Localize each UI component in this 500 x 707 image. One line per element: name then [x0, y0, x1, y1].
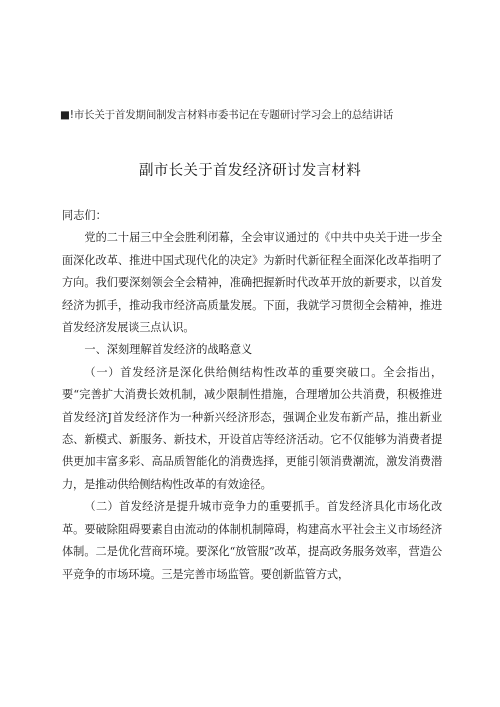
paragraph-intro: 党的二十届三中全会胜利闭幕，全会审议通过的《中共中央关于进一步全面深化改革、推进中国式现代化的决定》为新时代新征程全面深化改革指明了方向。我们要深刻领会全会精神，准确把握新时代改革开放的新要求，以首发经济为抓手，推动我市经济高质量发展。下面，我就学习贯彻全会精神，推进首发经济发展谈三点认识。 — [62, 231, 442, 335]
paragraph-point-2: （二）首发经济是提升城市竞争力的重要抓手。首发经济具化市场化改革。要破除阻碍要素自由流动的体制机制障碍，构建高水平社会主义市场经济体制。二是优化营商环境。要深化“放管服”改革，提高政务服务效率，营造公平竞争的市场环境。三是完善市场监管。要创新监管方式， — [62, 500, 442, 581]
greeting: 同志们： — [62, 209, 107, 222]
document-body — [62, 205, 442, 586]
document-header-line: ■!市长关于首发期间制发言材料市委书记在专题研讨学习会上的总结讲话 — [60, 109, 394, 121]
section-heading-1: 一、深刻理解首发经济的战略意义 — [84, 343, 253, 357]
paragraph-point-1: （一）首发经济是深化供给侧结构性改革的重要突破口。全会指出，要“完善扩大消费长效机制，减少限制性措施，合理增加公共消费，积极推进首发经济J首发经济作为一种新兴经济形态，强调企业发布新产品，推出新业态、新模式、新服务、新技术，开设首店等经济活动。它不仅能够为消费者提供更加丰富多彩、高品质智能化的消费选择，更能引领消费潮流，激发消费潜力，是推动供给侧结构性改革的有效途径。 — [62, 365, 442, 491]
document-title: 副市长关于首发经济研讨发言材料 — [139, 163, 361, 179]
